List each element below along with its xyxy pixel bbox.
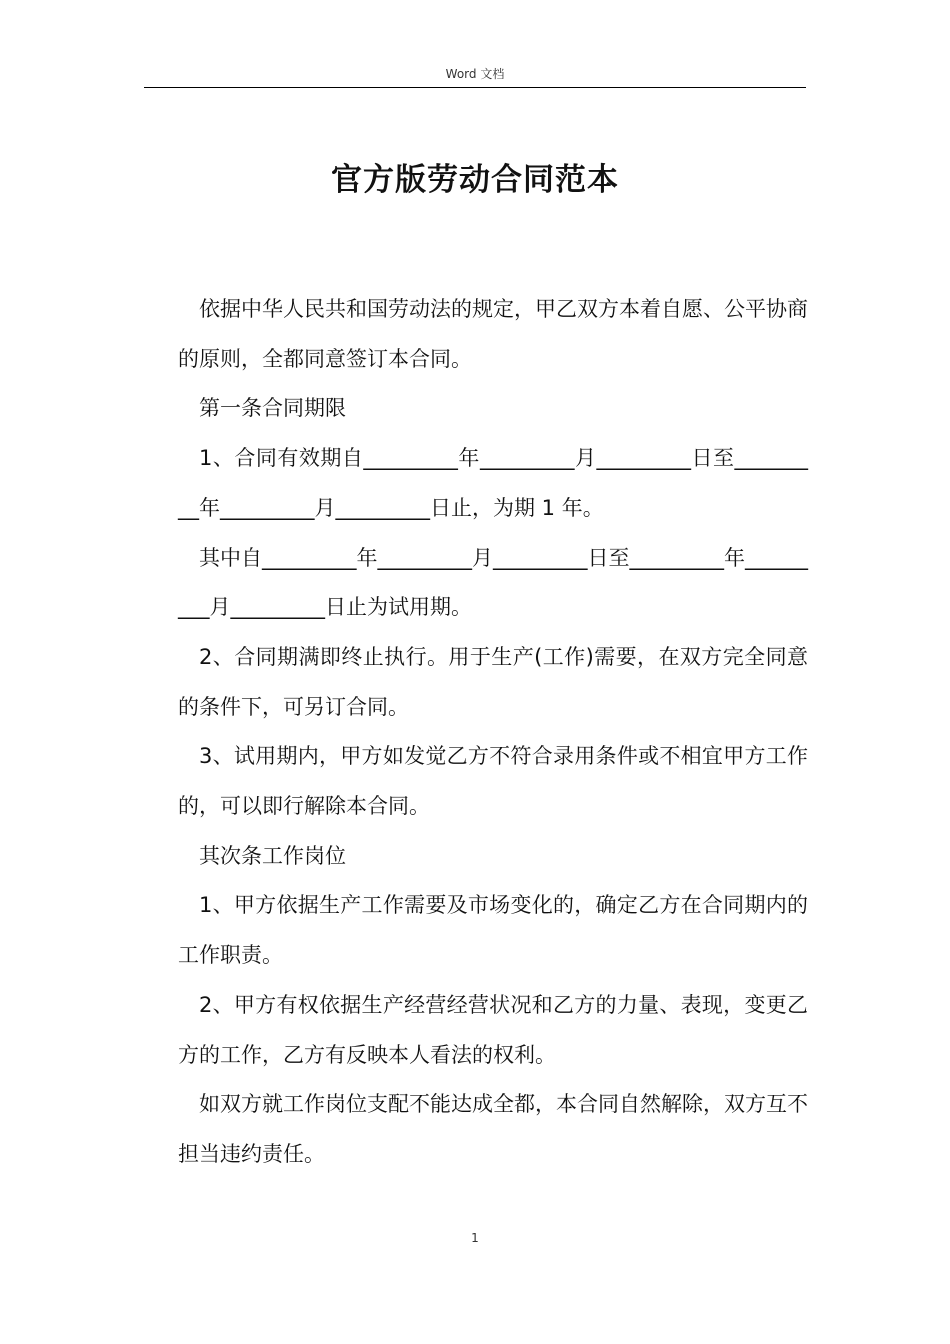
header-rule [144, 87, 806, 88]
paragraph-position-1: 1、甲方依据生产工作需要及市场变化的，确定乙方在合同期内的工作职责。 [178, 893, 808, 968]
paragraph-position-2: 2、甲方有权依据生产经营经营状况和乙方的力量、表现，变更乙方的工作，乙方有反映本人看法的权利。 [178, 992, 808, 1067]
paragraph-term-2: 2、合同期满即终止执行。用于生产(工作)需要，在双方完全同意的条件下，可另订合同。 [178, 644, 808, 719]
section-heading-job-position: 其次条工作岗位 [199, 843, 346, 868]
paragraph-probation: 其中自_________年_________月_________日至_________年_________月_________日止为试用期。 [178, 545, 808, 620]
page-header: Word 文档 [445, 67, 505, 81]
section-heading-contract-term: 第一条合同期限 [199, 396, 346, 421]
document-body [178, 285, 808, 1180]
document-title: 官方版劳动合同范本 [331, 162, 619, 198]
page-number: 1 [471, 1231, 479, 1245]
paragraph-term-3: 3、试用期内，甲方如发觉乙方不符合录用条件或不相宜甲方工作的，可以即行解除本合同。 [178, 744, 808, 819]
paragraph-term-1: 1、合同有效期自_________年_________月_________日至_________年_________月_________日止，为期 1 年。 [178, 446, 808, 520]
paragraph-preamble: 依据中华人民共和国劳动法的规定，甲乙双方本着自愿、公平协商的原则，全都同意签订本合同。 [178, 297, 808, 371]
paragraph-position-3: 如双方就工作岗位支配不能达成全都，本合同自然解除，双方互不担当违约责任。 [178, 1092, 808, 1166]
